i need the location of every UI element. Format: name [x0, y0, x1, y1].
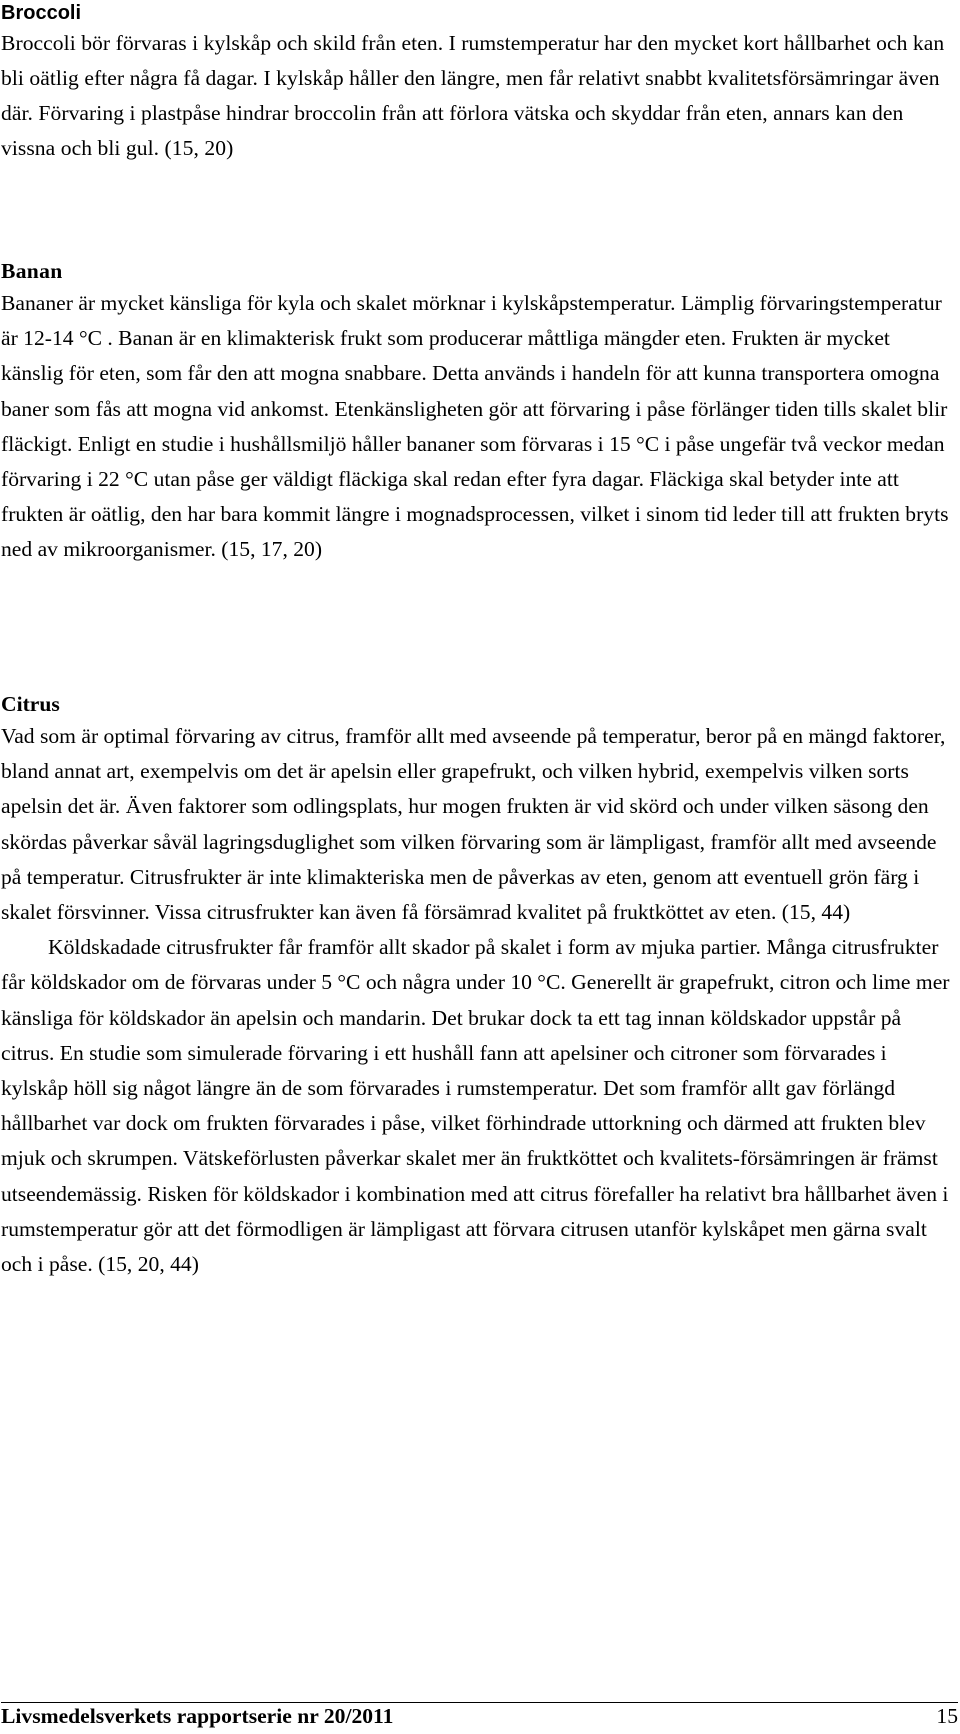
footer-report-series: Livsmedelsverkets rapportserie nr 20/2011	[1, 1704, 394, 1728]
paragraph-broccoli: Broccoli bör förvaras i kylskåp och skild från eten. I rumstemperatur har den mycket kort hållbarhet och kan bli oätlig efter några få dagar. I kylskåp håller den längre, men får relativt snabbt kvalitetsförsämringar även där. Förvaring i plastpåse hindrar broccolin från att förlora vätska och skyddar från eten, annars kan den vissna och bli gul. (15, 20)	[1, 31, 945, 160]
footer-page-number: 15	[936, 1704, 958, 1728]
page-footer	[1, 1702, 958, 1729]
section-broccoli	[1, 0, 956, 166]
section-heading-banan: Banan	[1, 259, 63, 283]
section-heading-broccoli: Broccoli	[1, 2, 82, 24]
section-banan	[1, 257, 956, 568]
paragraph-citrus-2: Köldskadade citrusfrukter får framför allt skador på skalet i form av mjuka partier. Många citrusfrukter får köldskador om de förvaras under 5 °C och några under 10 °C. Generellt är grapefrukt, citron och lime mer känsliga för köldskador än apelsin och mandarin. Det brukar dock ta ett tag innan köldskador uppstår på citrus. En studie som simulerade förvaring i ett hushåll fann att apelsiner och citroner som förvarades i kylskåp höll sig något längre än de som förvarades i rumstemperatur. Det som framför allt gav förlängd hållbarhet var dock om frukten förvarades i påse, vilket förhindrade uttorkning och därmed att frukten blev mjuk och skrumpen. Vätskeförlusten påverkar skalet mer än fruktköttet och kvalitets-försämringen är främst utseendemässig. Risken för köldskador i kombination med att citrus förefaller ha relativt bra hållbarhet även i rumstemperatur gör att det förmodligen är lämpligast att förvara citrusen utanför kylskåpet men gärna svalt och i påse. (15, 20, 44)	[1, 935, 950, 1277]
paragraph-citrus-1: Vad som är optimal förvaring av citrus, framför allt med avseende på temperatur, beror på en mängd faktorer, bland annat art, exempelvis om det är apelsin eller grapefrukt, och vilken hybrid, exempelvis vilken sorts apelsin det är. Även faktorer som odlingsplats, hur mogen frukten är vid skörd och under vilken säsong den skördas påverkar såväl lagringsduglighet som vilken förvaring som är lämpligast, framför allt med avseende på temperatur. Citrusfrukter är inte klimakteriska men de påverkas av eten, genom att eventuell grön färg i skalet försvinner. Vissa citrusfrukter kan även få försämrad kvalitet på fruktköttet av eten. (15, 44)	[1, 724, 946, 925]
section-citrus	[1, 690, 956, 1282]
paragraph-banan: Bananer är mycket känsliga för kyla och skalet mörknar i kylskåpstemperatur. Lämplig förvaringstemperatur är 12-14 °C . Banan är en klimakterisk frukt som producerar måttliga mängder eten. Frukten är mycket känslig för eten, som får den att mogna snabbare. Detta används i handeln för att kunna transportera omogna baner som fås att mogna vid ankomst. Etenkänsligheten gör att förvaring i påse förlänger tiden tills skalet blir fläckigt. Enligt en studie i hushållsmiljö håller bananer som förvaras i 15 °C i påse ungefär två veckor medan förvaring i 22 °C utan påse ger väldigt fläckiga skal redan efter fyra dagar. Fläckiga skal betyder inte att frukten är oätlig, den har bara kommit längre i mognadsprocessen, vilket i sinom tid leder till att frukten bryts ned av mikroorganismer. (15, 17, 20)	[1, 291, 949, 562]
section-heading-citrus: Citrus	[1, 692, 60, 716]
